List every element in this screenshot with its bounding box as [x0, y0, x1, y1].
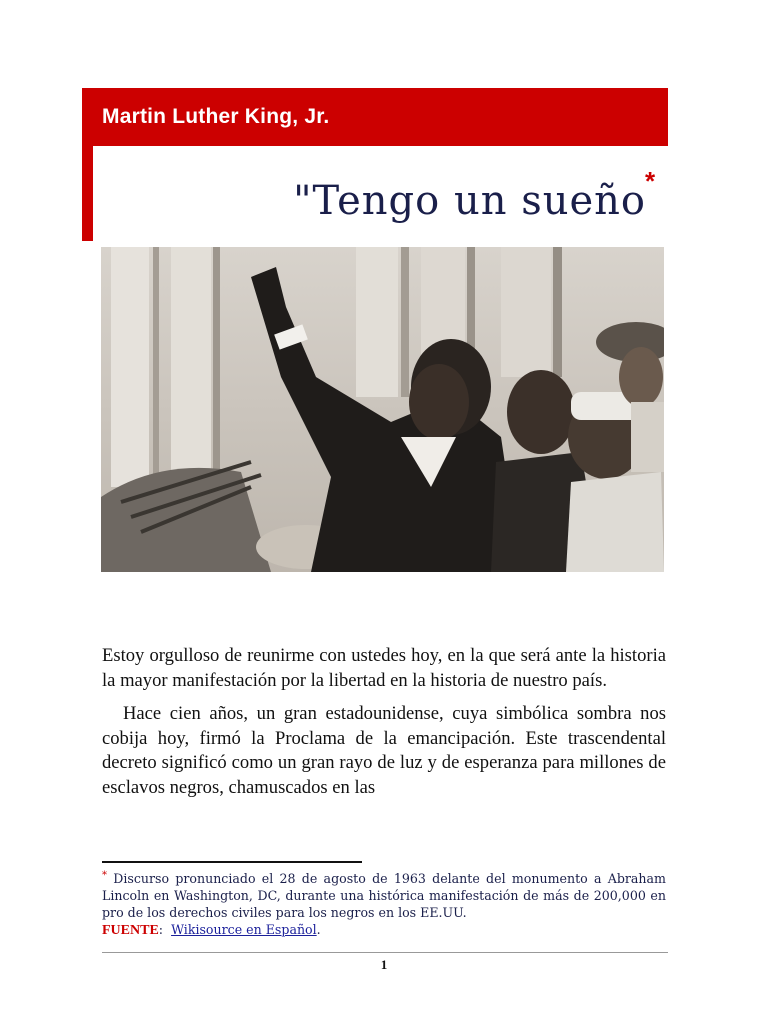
body-paragraph-1: Estoy orgulloso de reunirme con ustedes hoy, en la que será ante la historia la mayor manifestación por la libertad en la historia de nuestro país. [102, 645, 666, 691]
speech-body [102, 644, 666, 809]
footnote-marker: * [102, 869, 107, 881]
page-number: 1 [380, 957, 388, 972]
header-bar [82, 88, 668, 146]
page-bottom-rule [102, 952, 668, 953]
footnote [102, 870, 666, 939]
source-end: . [316, 922, 321, 937]
body-paragraph-2: Hace cien años, un gran estadounidense, cuya simbólica sombra nos cobija hoy, firmó la Proclama de la emancipación. Este trascendental decreto significó como un gran rayo de luz y de esperanza para millones de esclavos negros, chamuscados en las [102, 703, 666, 798]
page-title: "Tengo un sueño [293, 178, 646, 224]
speech-photo [101, 247, 664, 572]
footnote-rule [102, 861, 362, 863]
source-label: FUENTE [102, 923, 159, 938]
speech-photo-icon [101, 247, 664, 572]
source-separator: : [158, 922, 164, 937]
title-footnote-marker: * [645, 166, 656, 196]
left-accent-rule [82, 146, 93, 241]
author-name: Martin Luther King, Jr. [102, 105, 330, 128]
footnote-text: Discurso pronunciado el 28 de agosto de 1963 delante del monumento a Abraham Lincoln en Washington, DC, durante una histórica manifestación de más de 200,000 en pro de los derechos civiles para los negros en los EE.UU. [102, 871, 666, 920]
source-link[interactable]: Wikisource en Español [171, 922, 317, 937]
